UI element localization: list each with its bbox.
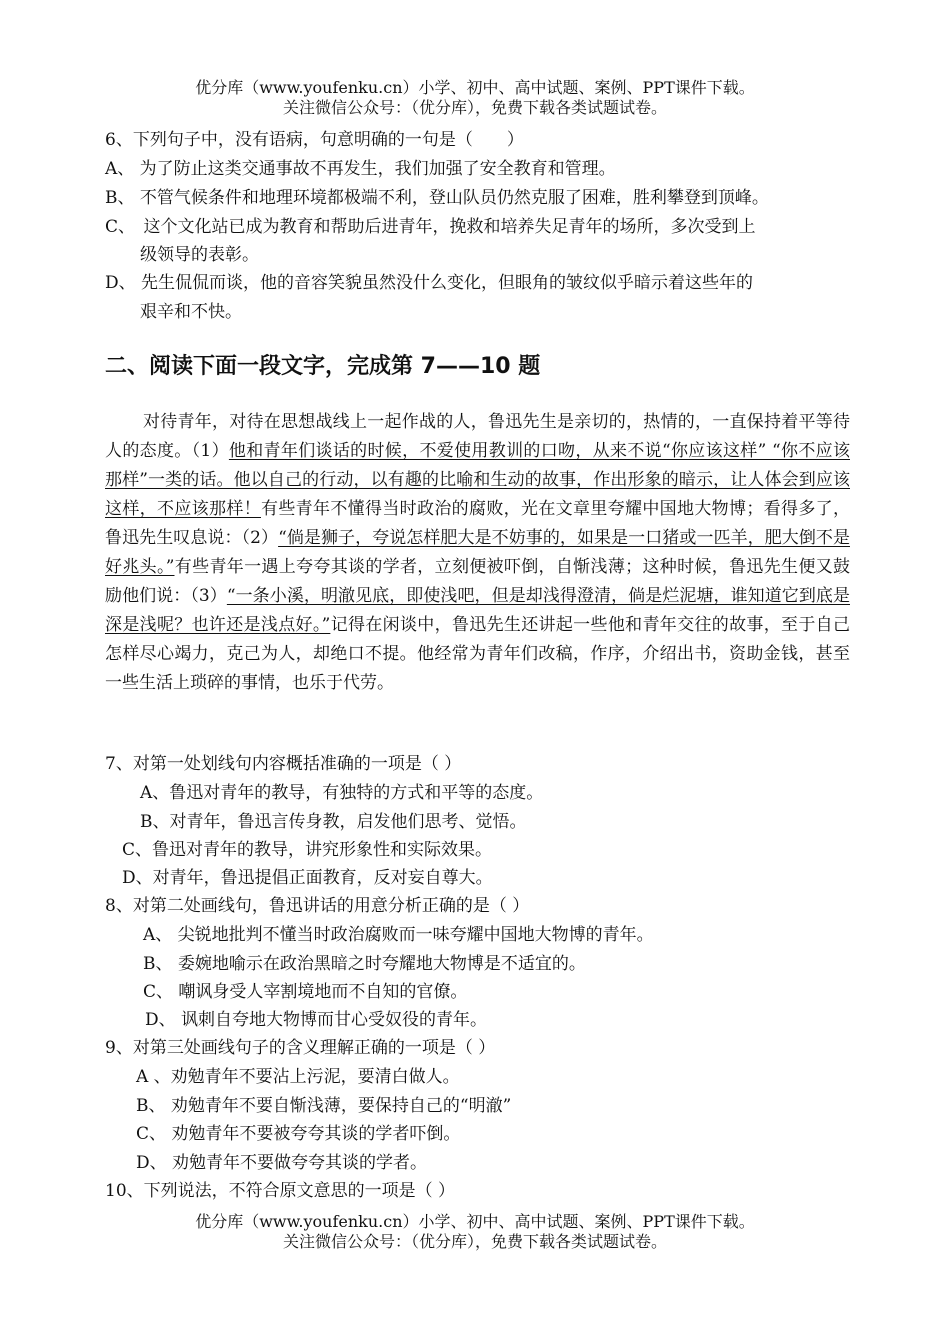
q6-option-d: D、 先生侃侃而谈，他的音容笑貌虽然没什么变化，但眼角的皱纹似乎暗示着这些年的 xyxy=(105,273,754,293)
q7-stem: 7、对第一处划线句内容概括准确的一项是（ ） xyxy=(105,754,462,774)
underlined-sentence-3: “一条小溪，明澈见底，即使浅吧，但是却浅得澄清，倘是烂泥塘，谁知道它到底是深是浅呢？也许还是浅点好。” xyxy=(105,586,850,635)
q7-option-b: B、对青年，鲁迅言传身教，启发他们思考、觉悟。 xyxy=(140,812,527,832)
section-heading: 二、阅读下面一段文字，完成第 7——10 题 xyxy=(105,354,541,379)
q6-stem: 6、下列句子中，没有语病，句意明确的一句是（ ） xyxy=(105,130,524,150)
q6-option-d-cont: 艰辛和不快。 xyxy=(140,302,242,322)
q9-option-d: D、 劝勉青年不要做夸夸其谈的学者。 xyxy=(136,1153,428,1173)
underlined-sentence-1: 他和青年们谈话的时候，不爱使用教训的口吻，从来不说“你应该这样” “你不应该那样”一类的话。他以自己的行动，以有趣的比喻和生动的故事，作出形象的暗示，让人体会到应该这样，不应该那样！ xyxy=(105,441,850,519)
q8-stem: 8、对第二处画线句，鲁迅讲话的用意分析正确的是（ ） xyxy=(105,896,530,916)
page-header xyxy=(0,78,950,118)
q6-option-b: B、 不管气候条件和地理环境都极端不利，登山队员仍然克服了困难，胜利攀登到顶峰。 xyxy=(105,188,769,208)
q7-option-a: A、鲁迅对青年的教导，有独特的方式和平等的态度。 xyxy=(140,783,544,803)
header-line-1: 优分库（www.youfenku.cn）小学、初中、高中试题、案例、PPT课件下载。 xyxy=(195,78,755,97)
underlined-sentence-2: “倘是狮子，夸说怎样肥大是不妨事的，如果是一口猪或一匹羊，肥大倒不是好兆头。” xyxy=(105,528,850,577)
q8-option-b: B、 委婉地喻示在政治黑暗之时夸耀地大物博是不适宜的。 xyxy=(143,954,586,974)
q8-option-a: A、 尖锐地批判不懂当时政治腐败而一味夸耀中国地大物博的青年。 xyxy=(143,925,654,945)
q6-option-a: A、 为了防止这类交通事故不再发生，我们加强了安全教育和管理。 xyxy=(105,159,616,179)
passage-intro: 对待青年，对待在思想战线上一起作战的人，鲁迅先生是亲切的，热情的，一直保持着平等待人的态度。（1） xyxy=(105,412,850,461)
page-footer xyxy=(0,1212,950,1252)
q7-option-d: D、对青年，鲁迅提倡正面教育，反对妄自尊大。 xyxy=(122,868,493,888)
q9-option-c: C、 劝勉青年不要被夸夸其谈的学者吓倒。 xyxy=(136,1124,461,1144)
q9-option-b: B、 劝勉青年不要自惭浅薄，要保持自己的“明澈” xyxy=(136,1096,512,1116)
q9-option-a: A 、劝勉青年不要沾上污泥，要清白做人。 xyxy=(136,1067,460,1087)
passage-middle-1: 有些青年不懂得当时政治的腐败，光在文章里夸耀中国地大物博；看得多了，鲁迅先生叹息说：（2） xyxy=(105,499,850,548)
q6-option-c-cont: 级领导的表彰。 xyxy=(140,245,259,265)
footer-line-2: 关注微信公众号：（优分库），免费下载各类试题试卷。 xyxy=(282,1232,667,1251)
q9-stem: 9、对第三处画线句子的含义理解正确的一项是（ ） xyxy=(105,1038,496,1058)
header-line-2: 关注微信公众号：（优分库），免费下载各类试题试卷。 xyxy=(282,98,667,117)
q7-option-c: C、鲁迅对青年的教导，讲究形象性和实际效果。 xyxy=(122,840,493,860)
passage-end: 记得在闲谈中，鲁迅先生还讲起一些他和青年交往的故事，至于自己怎样尽心竭力，克己为人，却绝口不提。他经常为青年们改稿，作序，介绍出书，资助金钱，甚至一些生活上琐碎的事情，也乐于代劳。 xyxy=(105,615,850,693)
q10-stem: 10、下列说法，不符合原文意思的一项是（ ） xyxy=(105,1181,456,1201)
q6-option-c: C、 这个文化站已成为教育和帮助后进青年，挽救和培养失足青年的场所，多次受到上 xyxy=(105,217,756,237)
footer-line-1: 优分库（www.youfenku.cn）小学、初中、高中试题、案例、PPT课件下载。 xyxy=(195,1212,755,1231)
q8-option-d: D、 讽刺自夸地大物博而甘心受奴役的青年。 xyxy=(145,1010,488,1030)
reading-passage xyxy=(105,408,850,698)
q8-option-c: C、 嘲讽身受人宰割境地而不自知的官僚。 xyxy=(143,982,468,1002)
passage-middle-2: 有些青年一遇上夸夸其谈的学者，立刻便被吓倒，自惭浅薄；这种时候，鲁迅先生便又鼓励他们说：（3） xyxy=(105,557,850,606)
